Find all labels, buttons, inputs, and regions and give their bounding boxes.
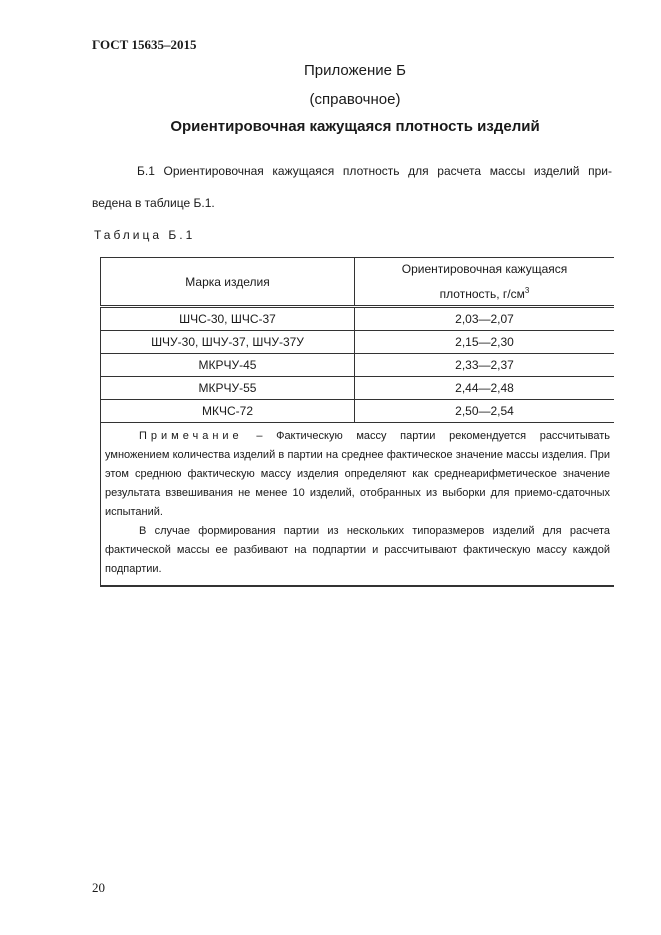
density-table (100, 257, 614, 587)
cell-mark: ШЧС-30, ШЧС-37 (101, 307, 355, 331)
table-note-row (101, 423, 615, 587)
cell-mark: ШЧУ-30, ШЧУ-37, ШЧУ-37У (101, 331, 355, 354)
header-density-line2: плотность, г/см (439, 287, 525, 301)
header-mark: Марка изделия (101, 258, 355, 307)
table-note (101, 423, 615, 587)
cell-density: 2,33—2,37 (355, 354, 615, 377)
header-density-line1: Ориентировочная кажущаяся (401, 262, 568, 276)
cell-mark: МКРЧУ-45 (101, 354, 355, 377)
cell-density: 2,15—2,30 (355, 331, 615, 354)
table-row (101, 377, 615, 400)
header-density (355, 258, 615, 307)
cell-density: 2,03—2,07 (355, 307, 615, 331)
appendix-subject: Ориентировочная кажущаяся плотность изделий (170, 118, 540, 135)
intro-paragraph (92, 155, 612, 219)
cell-density: 2,44—2,48 (355, 377, 615, 400)
appendix-title: Приложение Б (304, 62, 406, 79)
page-number: 20 (92, 880, 105, 895)
note-paragraph-1 (105, 427, 610, 522)
intro-line-2: ведена в таблице Б.1. (92, 196, 215, 210)
note-paragraph-2: В случае формирования партии из нескольких типоразмеров изделий для расчета фактической массы ее разбивают на подпартии и рассчитывают фактическую массу каждой подпартии. (105, 525, 610, 575)
table-caption: Таблица Б.1 (94, 228, 196, 242)
intro-line-1: Б.1 Ориентировочная кажущаяся плотность для расчета массы изделий при- (137, 164, 612, 178)
table-row (101, 400, 615, 423)
cell-mark: МКЧС-72 (101, 400, 355, 423)
note-label: Примечание (139, 430, 243, 442)
document-code: ГОСТ 15635–2015 (92, 37, 197, 52)
note-text-1: Фактическую массу партии рекомендуется рассчитывать умножением количества изделий в партии на среднее фактическое значение массы изделия. При этом среднюю фактическую массу изделия определяют как среднеарифметическое значение результата взвешивания не менее 10 изделий, отобранных из выборки для приемо-сдаточных испытаний. (105, 430, 610, 518)
cell-density: 2,50—2,54 (355, 400, 615, 423)
cell-mark: МКРЧУ-55 (101, 377, 355, 400)
appendix-status: (справочное) (309, 91, 401, 108)
table-row (101, 307, 615, 331)
note-dash: – (242, 430, 277, 442)
header-density-unit-power: 3 (524, 286, 530, 295)
table-row (101, 331, 615, 354)
table-row (101, 354, 615, 377)
table-header-row (101, 258, 615, 307)
